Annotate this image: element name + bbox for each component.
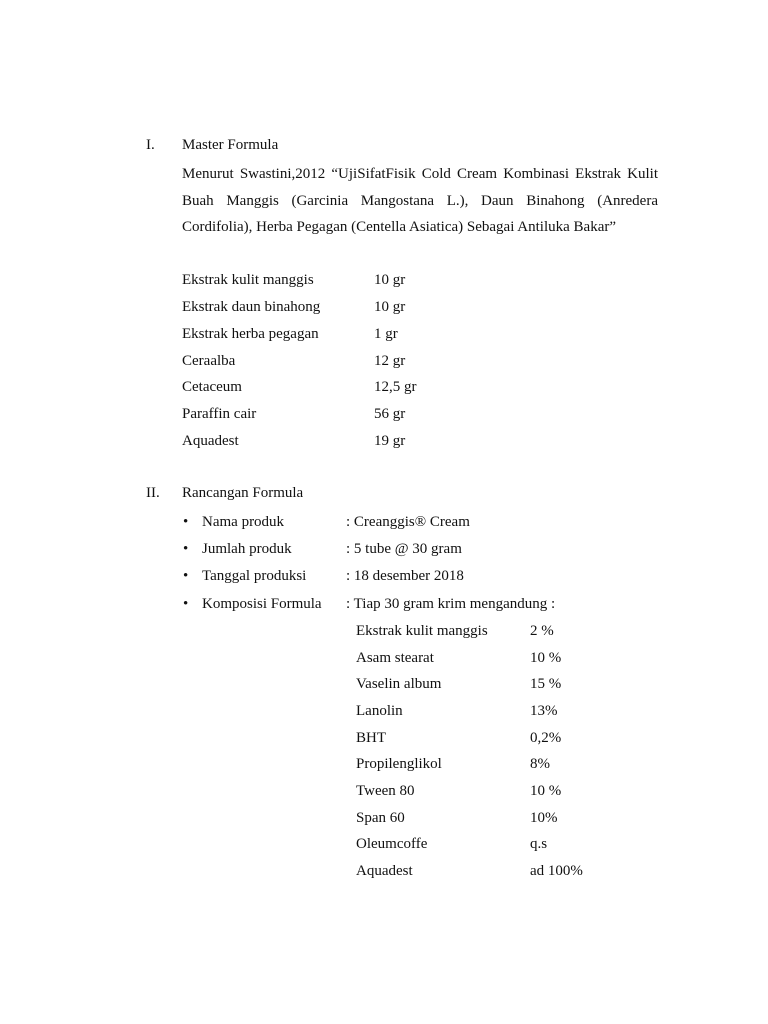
detail-value: : 18 desember 2018 xyxy=(346,568,464,584)
composition-qty: 8% xyxy=(530,756,550,772)
composition-name: Vaselin album xyxy=(356,676,442,692)
bullet-icon: • xyxy=(183,514,189,530)
list-item xyxy=(182,594,662,614)
ingredient-name: Ekstrak daun binahong xyxy=(182,299,321,315)
section-1-paragraph: Menurut Swastini,2012 “UjiSifatFisik Cold Cream Kombinasi Ekstrak Kulit Buah Manggis (Garcinia Mangostana L.), Daun Binahong (Anredera Cordifolia), Herba Pegagan (Centella Asiatica) Sebagai Antiluka Bakar” xyxy=(182,166,658,236)
bullet-icon: • xyxy=(183,541,189,557)
composition-name: Tween 80 xyxy=(356,783,415,799)
composition-qty: 15 % xyxy=(530,676,562,692)
section-2-title: Rancangan Formula xyxy=(182,485,304,501)
detail-label: Komposisi Formula xyxy=(202,596,322,612)
ingredient-name: Aquadest xyxy=(182,433,239,449)
ingredient-qty: 10 gr xyxy=(374,299,406,315)
list-item xyxy=(182,566,662,586)
composition-name: Aquadest xyxy=(356,863,413,879)
list-item xyxy=(182,539,662,559)
detail-label: Nama produk xyxy=(202,514,285,530)
list-item xyxy=(182,512,662,532)
ingredient-qty: 19 gr xyxy=(374,433,406,449)
composition-name: Propilenglikol xyxy=(356,756,442,772)
ingredient-qty: 10 gr xyxy=(374,272,406,288)
ingredient-name: Cetaceum xyxy=(182,379,242,395)
bullet-icon: • xyxy=(183,568,189,584)
composition-qty: 13% xyxy=(530,703,558,719)
detail-value: : 5 tube @ 30 gram xyxy=(346,541,462,557)
composition-qty: ad 100% xyxy=(530,863,583,879)
composition-name: Oleumcoffe xyxy=(356,836,428,852)
section-2-number: II. xyxy=(146,485,160,501)
ingredient-qty: 12 gr xyxy=(374,353,406,369)
detail-value: : Tiap 30 gram krim mengandung : xyxy=(346,596,556,612)
ingredient-qty: 1 gr xyxy=(374,326,398,342)
composition-qty: 10 % xyxy=(530,650,562,666)
composition-name: Asam stearat xyxy=(356,650,434,666)
composition-name: Span 60 xyxy=(356,810,405,826)
composition-name: Ekstrak kulit manggis xyxy=(356,623,488,639)
composition-qty: q.s xyxy=(530,836,548,852)
ingredient-name: Ekstrak herba pegagan xyxy=(182,326,319,342)
composition-qty: 2 % xyxy=(530,623,554,639)
composition-qty: 10 % xyxy=(530,783,562,799)
composition-name: Lanolin xyxy=(356,703,403,719)
composition-qty: 10% xyxy=(530,810,558,826)
ingredient-qty: 56 gr xyxy=(374,406,406,422)
section-1-title: Master Formula xyxy=(182,137,279,153)
bullet-icon: • xyxy=(183,596,189,612)
ingredient-name: Ekstrak kulit manggis xyxy=(182,272,314,288)
ingredient-qty: 12,5 gr xyxy=(374,379,417,395)
detail-value: : Creanggis® Cream xyxy=(346,514,470,530)
composition-name: BHT xyxy=(356,730,386,746)
detail-label: Tanggal produksi xyxy=(202,568,307,584)
composition-qty: 0,2% xyxy=(530,730,562,746)
section-1-number: I. xyxy=(146,137,155,153)
ingredient-name: Ceraalba xyxy=(182,353,236,369)
ingredient-name: Paraffin cair xyxy=(182,406,257,422)
detail-label: Jumlah produk xyxy=(202,541,292,557)
